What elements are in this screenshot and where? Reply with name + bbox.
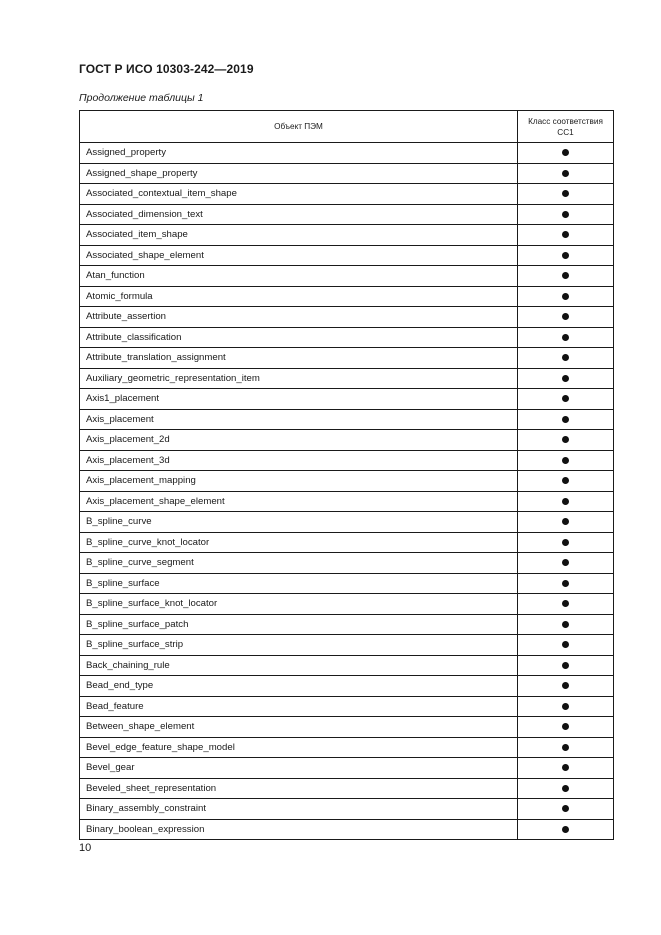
cc1-mark-cell [518,204,614,225]
entity-name-cell: B_spline_surface_strip [80,635,518,656]
table-row [80,532,614,553]
cc1-mark-cell [518,471,614,492]
entity-name-cell: Auxiliary_geometric_representation_item [80,368,518,389]
cc1-mark-cell [518,799,614,820]
entity-table [79,110,614,840]
filled-circle-icon [562,662,569,669]
table-row [80,430,614,451]
cc1-mark-cell [518,758,614,779]
entity-name-cell: Axis_placement_2d [80,430,518,451]
entity-name-cell: Axis1_placement [80,389,518,410]
header-object-label: Объект ПЭМ [274,122,323,131]
entity-name-cell: Assigned_shape_property [80,163,518,184]
filled-circle-icon [562,252,569,259]
table-row [80,737,614,758]
cc1-mark-cell [518,389,614,410]
cc1-mark-cell [518,491,614,512]
table-row [80,307,614,328]
table-row [80,491,614,512]
table-row [80,799,614,820]
entity-name-cell: B_spline_curve [80,512,518,533]
filled-circle-icon [562,703,569,710]
table-row [80,143,614,164]
document-standard-title: ГОСТ Р ИСО 10303-242—2019 [79,62,254,76]
filled-circle-icon [562,334,569,341]
table-row [80,245,614,266]
filled-circle-icon [562,272,569,279]
table-row [80,614,614,635]
entity-name-cell: B_spline_surface [80,573,518,594]
filled-circle-icon [562,580,569,587]
cc1-mark-cell [518,266,614,287]
cc1-mark-cell [518,655,614,676]
filled-circle-icon [562,293,569,300]
entity-name-cell: Axis_placement_shape_element [80,491,518,512]
cc1-mark-cell [518,348,614,369]
cc1-mark-cell [518,635,614,656]
cc1-mark-cell [518,163,614,184]
cc1-mark-cell [518,737,614,758]
table-row [80,553,614,574]
table-row [80,471,614,492]
entity-name-cell: B_spline_surface_knot_locator [80,594,518,615]
cc1-mark-cell [518,717,614,738]
cc1-mark-cell [518,512,614,533]
header-object [80,111,518,143]
cc1-mark-cell [518,368,614,389]
entity-name-cell: B_spline_curve_segment [80,553,518,574]
table-row [80,184,614,205]
filled-circle-icon [562,785,569,792]
cc1-mark-cell [518,307,614,328]
table-continuation-caption: Продолжение таблицы 1 [79,92,204,104]
cc1-mark-cell [518,450,614,471]
entity-name-cell: Attribute_classification [80,327,518,348]
cc1-mark-cell [518,286,614,307]
entity-name-cell: B_spline_surface_patch [80,614,518,635]
filled-circle-icon [562,826,569,833]
entity-name-cell: Axis_placement [80,409,518,430]
table-row [80,717,614,738]
table-row [80,819,614,840]
table-row [80,225,614,246]
entity-name-cell: Back_chaining_rule [80,655,518,676]
entity-name-cell: Bevel_edge_feature_shape_model [80,737,518,758]
cc1-mark-cell [518,184,614,205]
filled-circle-icon [562,395,569,402]
table-row [80,204,614,225]
filled-circle-icon [562,518,569,525]
table-row [80,594,614,615]
cc1-mark-cell [518,676,614,697]
filled-circle-icon [562,149,569,156]
cc1-mark-cell [518,553,614,574]
table-header-row [80,111,614,143]
filled-circle-icon [562,436,569,443]
header-class-line1: Класс соответствия [528,116,603,126]
filled-circle-icon [562,354,569,361]
table-row [80,450,614,471]
table-row [80,389,614,410]
entity-name-cell: Attribute_assertion [80,307,518,328]
filled-circle-icon [562,231,569,238]
entity-name-cell: Bead_end_type [80,676,518,697]
cc1-mark-cell [518,245,614,266]
cc1-mark-cell [518,225,614,246]
filled-circle-icon [562,744,569,751]
filled-circle-icon [562,416,569,423]
table-row [80,368,614,389]
filled-circle-icon [562,723,569,730]
cc1-mark-cell [518,778,614,799]
entity-name-cell: Binary_boolean_expression [80,819,518,840]
table-row [80,286,614,307]
table-row [80,573,614,594]
entity-name-cell: Axis_placement_mapping [80,471,518,492]
entity-name-cell: Attribute_translation_assignment [80,348,518,369]
table-row [80,778,614,799]
table-row [80,327,614,348]
table-row [80,758,614,779]
table-row [80,512,614,533]
cc1-mark-cell [518,143,614,164]
entity-name-cell: Atomic_formula [80,286,518,307]
table-row [80,266,614,287]
filled-circle-icon [562,313,569,320]
table-row [80,635,614,656]
table-body [80,143,614,840]
cc1-mark-cell [518,532,614,553]
table-row [80,655,614,676]
entity-name-cell: Associated_item_shape [80,225,518,246]
entity-name-cell: Assigned_property [80,143,518,164]
filled-circle-icon [562,375,569,382]
entity-name-cell: Associated_dimension_text [80,204,518,225]
entity-name-cell: Axis_placement_3d [80,450,518,471]
table-row [80,163,614,184]
filled-circle-icon [562,190,569,197]
entity-name-cell: Bevel_gear [80,758,518,779]
table-row [80,348,614,369]
page-number: 10 [79,842,92,854]
cc1-mark-cell [518,409,614,430]
filled-circle-icon [562,682,569,689]
filled-circle-icon [562,764,569,771]
cc1-mark-cell [518,819,614,840]
filled-circle-icon [562,211,569,218]
filled-circle-icon [562,498,569,505]
cc1-mark-cell [518,573,614,594]
filled-circle-icon [562,621,569,628]
cc1-mark-cell [518,614,614,635]
entity-name-cell: Bead_feature [80,696,518,717]
table-row [80,409,614,430]
cc1-mark-cell [518,430,614,451]
filled-circle-icon [562,805,569,812]
cc1-mark-cell [518,696,614,717]
filled-circle-icon [562,641,569,648]
filled-circle-icon [562,477,569,484]
entity-name-cell: Associated_shape_element [80,245,518,266]
entity-name-cell: Associated_contextual_item_shape [80,184,518,205]
entity-name-cell: Atan_function [80,266,518,287]
cc1-mark-cell [518,327,614,348]
entity-name-cell: Binary_assembly_constraint [80,799,518,820]
table-row [80,696,614,717]
header-conformance-class [518,111,614,143]
filled-circle-icon [562,457,569,464]
entity-name-cell: B_spline_curve_knot_locator [80,532,518,553]
header-class-line2: CC1 [557,127,574,137]
filled-circle-icon [562,559,569,566]
entity-name-cell: Between_shape_element [80,717,518,738]
entity-name-cell: Beveled_sheet_representation [80,778,518,799]
table-row [80,676,614,697]
filled-circle-icon [562,170,569,177]
filled-circle-icon [562,600,569,607]
cc1-mark-cell [518,594,614,615]
filled-circle-icon [562,539,569,546]
